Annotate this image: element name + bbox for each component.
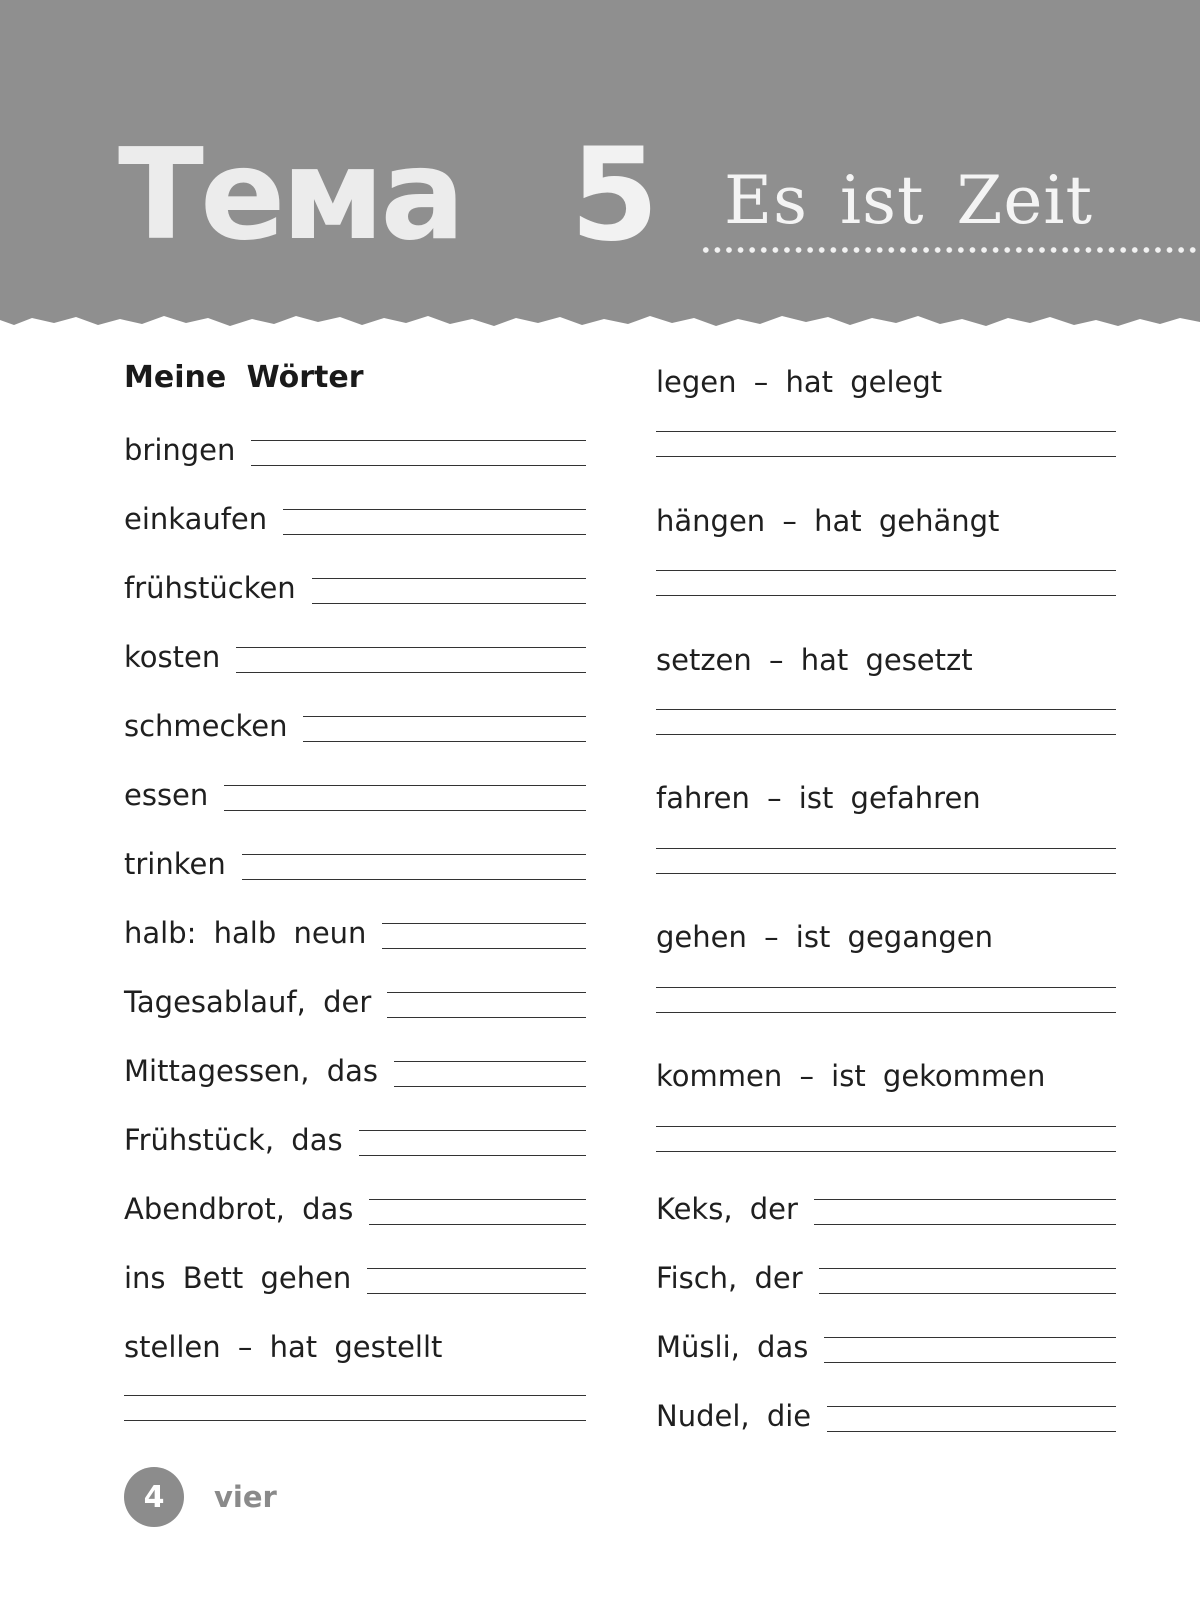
writing-lines[interactable] [359, 1130, 586, 1156]
vocab-entry [124, 1189, 586, 1229]
vocab-term: einkaufen [124, 501, 268, 536]
writing-lines[interactable] [656, 709, 1116, 735]
section-heading: Meine Wörter [124, 360, 364, 395]
verb-entry [656, 917, 1116, 957]
vocab-entry [124, 430, 586, 470]
writing-lines[interactable] [656, 848, 1116, 874]
vocab-entry [124, 499, 586, 539]
vocab-entry [124, 982, 586, 1022]
writing-lines[interactable] [367, 1268, 586, 1294]
writing-lines[interactable] [236, 647, 586, 673]
vocab-term: trinken [124, 846, 226, 881]
vocab-term: Tagesablauf, der [124, 984, 372, 1019]
vocab-entry [656, 1258, 1116, 1298]
vocab-entry [124, 844, 586, 884]
verb-entry [656, 1056, 1116, 1096]
writing-lines[interactable] [819, 1268, 1116, 1294]
vocab-term: Müsli, das [656, 1329, 809, 1364]
vocab-entry [124, 775, 586, 815]
vocab-entry [124, 1258, 586, 1298]
vocab-term: Abendbrot, das [124, 1191, 354, 1226]
verb-entry [656, 778, 1116, 818]
vocab-term: Fisch, der [656, 1260, 803, 1295]
writing-lines[interactable] [656, 987, 1116, 1013]
verb-term: kommen – ist gekommen [656, 1058, 1046, 1093]
vocab-entry [124, 706, 586, 746]
verb-term: setzen – hat gesetzt [656, 642, 973, 677]
vocab-entry [656, 1189, 1116, 1229]
vocab-term: kosten [124, 639, 221, 674]
vocab-term: Nudel, die [656, 1398, 812, 1433]
writing-lines[interactable] [283, 509, 586, 535]
writing-lines[interactable] [303, 716, 586, 742]
writing-lines[interactable] [369, 1199, 586, 1225]
chapter-title: Es ist Zeit [724, 162, 1094, 239]
vocab-entry [124, 1120, 586, 1160]
vocab-entry [124, 568, 586, 608]
writing-lines[interactable] [124, 1395, 586, 1421]
vocab-entry [124, 637, 586, 677]
writing-lines[interactable] [824, 1337, 1116, 1363]
verb-term: fahren – ist gefahren [656, 780, 981, 815]
writing-lines[interactable] [656, 1126, 1116, 1152]
verb-term: legen – hat gelegt [656, 364, 943, 399]
vocab-entry [656, 1396, 1116, 1436]
writing-lines[interactable] [814, 1199, 1116, 1225]
writing-lines[interactable] [224, 785, 586, 811]
verb-entry [656, 501, 1116, 541]
vocab-term: halb: halb neun [124, 915, 367, 950]
vocab-term: ins Bett gehen [124, 1260, 352, 1295]
verb-term: hängen – hat gehängt [656, 503, 1000, 538]
vocab-term: Mittagessen, das [124, 1053, 379, 1088]
vocab-entry [656, 1327, 1116, 1367]
chapter-label: Тема [118, 121, 462, 268]
title-dotted-underline [700, 244, 1200, 256]
writing-lines[interactable] [394, 1061, 586, 1087]
verb-entry [124, 1327, 586, 1367]
writing-lines[interactable] [251, 440, 586, 466]
vocab-term: essen [124, 777, 209, 812]
writing-lines[interactable] [656, 570, 1116, 596]
vocab-entry [124, 1051, 586, 1091]
vocab-term: schmecken [124, 708, 288, 743]
vocab-term: bringen [124, 432, 236, 467]
writing-lines[interactable] [827, 1406, 1116, 1432]
writing-lines[interactable] [387, 992, 586, 1018]
chapter-header [0, 0, 1200, 340]
vocab-entry [124, 913, 586, 953]
writing-lines[interactable] [312, 578, 586, 604]
vocab-term: Keks, der [656, 1191, 798, 1226]
writing-lines[interactable] [242, 854, 586, 880]
verb-term: gehen – ist gegangen [656, 919, 993, 954]
verb-entry [656, 362, 1116, 402]
writing-lines[interactable] [656, 431, 1116, 457]
page-number-badge: 4 [124, 1467, 184, 1527]
writing-lines[interactable] [382, 923, 586, 949]
vocab-term: Frühstück, das [124, 1122, 343, 1157]
verb-term: stellen – hat gestellt [124, 1329, 443, 1364]
verb-entry [656, 640, 1116, 680]
page-number-word: vier [214, 1480, 277, 1514]
vocab-term: frühstücken [124, 570, 296, 605]
chapter-number: 5 [570, 121, 660, 270]
